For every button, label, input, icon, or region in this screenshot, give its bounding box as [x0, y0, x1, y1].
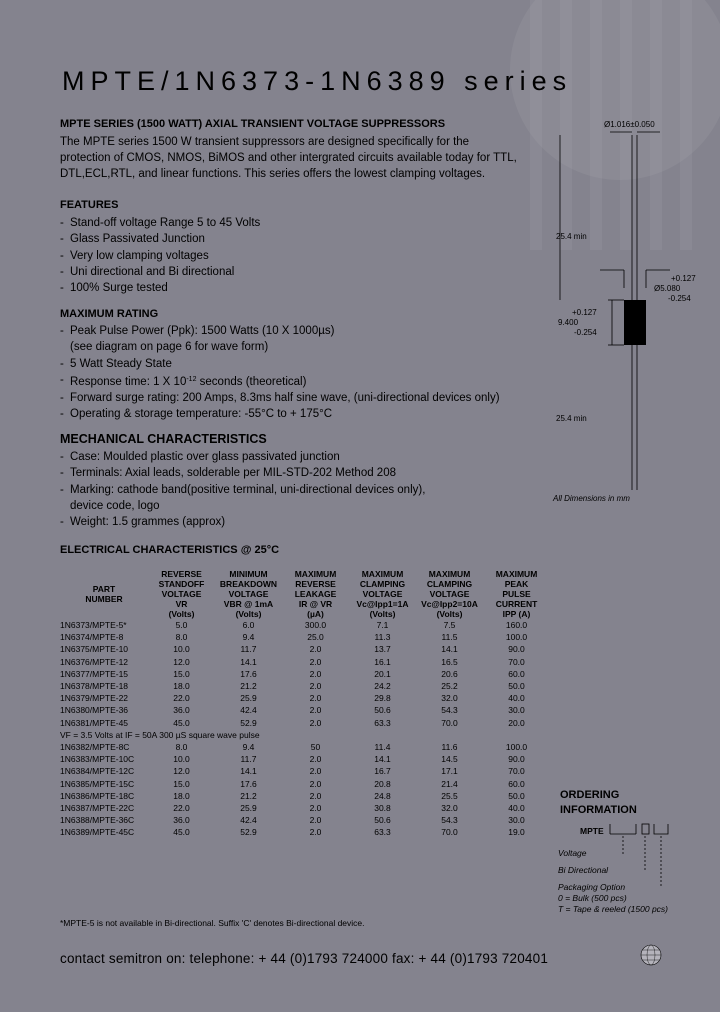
- value-cell: 63.3: [374, 717, 391, 728]
- part-number-cell: 1N6387/MPTE-22C: [60, 802, 135, 813]
- value-cell: 5.0: [175, 620, 188, 631]
- part-number-cell: 1N6378/MPTE-18: [60, 681, 129, 692]
- lead-length-top-label: 25.4 min: [556, 232, 587, 241]
- body-length-tol-minus: -0.254: [574, 328, 597, 337]
- value-cell: 54.3: [441, 705, 458, 716]
- value-cell: 21.2: [240, 681, 257, 692]
- ordering-prefix: MPTE: [580, 826, 604, 836]
- value-cell: 11.7: [240, 644, 257, 655]
- part-number-cell: 1N6383/MPTE-10C: [60, 754, 135, 765]
- contact-info: contact semitron on: telephone: + 44 (0)1793 724000 fax: + 44 (0)1793 720401: [60, 951, 549, 966]
- table-header-row: [60, 569, 550, 619]
- value-cell: 14.5: [441, 754, 458, 765]
- value-cell: 52.9: [240, 717, 257, 728]
- part-number-cell: 1N6380/MPTE-36: [60, 705, 129, 716]
- list-item: - Peak Pulse Power (Ppk): 1500 Watts (10 X 1000µs): [60, 323, 500, 339]
- value-cell: 7.1: [376, 620, 389, 631]
- value-cell: 11.7: [240, 754, 257, 765]
- table-row: [60, 741, 550, 753]
- value-cell: 16.7: [374, 766, 391, 777]
- value-cell: 52.9: [240, 827, 257, 838]
- value-cell: 22.0: [173, 802, 190, 813]
- column-header: MAXIMUM REVERSE LEAKAGE IR @ VR (µA): [294, 569, 337, 619]
- table-row: [60, 765, 550, 777]
- value-cell: 90.0: [508, 644, 525, 655]
- lead-length-bottom-label: 25.4 min: [556, 414, 587, 423]
- value-cell: 8.0: [175, 741, 188, 752]
- column-header: MAXIMUM CLAMPING VOLTAGE Vc@Ipp2=10A (Volts): [421, 569, 478, 619]
- part-number-cell: 1N6377/MPTE-15: [60, 668, 129, 679]
- lead-diameter-label: Ø1.016±0.050: [604, 120, 655, 129]
- table-footnote: *MPTE-5 is not available in Bi-directional. Suffix 'C' denotes Bi-directional device.: [60, 918, 365, 928]
- intro-heading: MPTE SERIES (1500 WATT) AXIAL TRANSIENT VOLTAGE SUPPRESSORS: [60, 118, 446, 130]
- value-cell: 100.0: [505, 632, 528, 643]
- value-cell: 11.6: [441, 741, 458, 752]
- list-item: (see diagram on page 6 for wave form): [70, 341, 269, 354]
- value-cell: 29.8: [374, 693, 391, 704]
- value-cell: 50: [310, 741, 321, 752]
- ordering-voltage: Voltage: [558, 848, 587, 858]
- electrical-heading: ELECTRICAL CHARACTERISTICS @ 25°C: [60, 544, 280, 556]
- ordering-packaging: Packaging Option: [558, 882, 626, 892]
- value-cell: 30.8: [374, 802, 391, 813]
- column-header: MAXIMUM PEAK PULSE CURRENT IPP (A): [495, 569, 538, 619]
- value-cell: 2.0: [309, 668, 322, 679]
- table-body: [60, 619, 550, 838]
- value-cell: 17.6: [240, 778, 257, 789]
- value-cell: 90.0: [508, 754, 525, 765]
- value-cell: 2.0: [309, 717, 322, 728]
- value-cell: 14.1: [240, 656, 257, 667]
- list-item: - Case: Moulded plastic over glass passivated junction: [60, 449, 425, 465]
- value-cell: 50.0: [508, 790, 525, 801]
- value-cell: 2.0: [309, 815, 322, 826]
- list-item: - Marking: cathode band(positive terminal, uni-directional devices only),: [60, 482, 425, 498]
- value-cell: 15.0: [173, 668, 190, 679]
- value-cell: 10.0: [173, 754, 190, 765]
- part-number-cell: 1N6389/MPTE-45C: [60, 827, 135, 838]
- value-cell: 20.1: [374, 668, 391, 679]
- table-row: [60, 656, 550, 668]
- value-cell: 20.6: [441, 668, 458, 679]
- response-time-suffix: seconds (theoretical): [196, 375, 307, 388]
- value-cell: 300.0: [304, 620, 327, 631]
- column-header: PART NUMBER: [85, 584, 123, 604]
- value-cell: 2.0: [309, 790, 322, 801]
- value-cell: 2.0: [309, 705, 322, 716]
- value-cell: 11.4: [374, 741, 391, 752]
- max-rating-heading: MAXIMUM RATING: [60, 308, 159, 320]
- value-cell: 24.2: [374, 681, 391, 692]
- ordering-bidirectional: Bi Directional: [558, 865, 609, 875]
- table-row: [60, 692, 550, 704]
- value-cell: 13.7: [374, 644, 391, 655]
- value-cell: 45.0: [173, 827, 190, 838]
- list-item: - 5 Watt Steady State: [60, 356, 500, 372]
- value-cell: 60.0: [508, 668, 525, 679]
- value-cell: 50.6: [374, 815, 391, 826]
- body-diameter-tol-minus: -0.254: [668, 294, 691, 303]
- list-item: - Weight: 1.5 grammes (approx): [60, 514, 425, 530]
- value-cell: 36.0: [173, 705, 190, 716]
- value-cell: 9.4: [242, 741, 255, 752]
- list-item: - Stand-off voltage Range 5 to 45 Volts: [60, 215, 260, 231]
- response-time-text: Response time: 1 X 10: [70, 375, 187, 388]
- table-row: [60, 717, 550, 729]
- value-cell: 25.9: [240, 802, 257, 813]
- value-cell: 30.0: [508, 815, 525, 826]
- list-item: - Glass Passivated Junction: [60, 231, 260, 247]
- value-cell: 2.0: [309, 693, 322, 704]
- value-cell: 70.0: [441, 827, 458, 838]
- value-cell: 25.2: [441, 681, 458, 692]
- value-cell: 11.5: [441, 632, 458, 643]
- value-cell: 22.0: [173, 693, 190, 704]
- list-item: - 100% Surge tested: [60, 280, 260, 296]
- value-cell: 17.6: [240, 668, 257, 679]
- body-length-label: 9.400: [558, 318, 579, 327]
- value-cell: 15.0: [173, 778, 190, 789]
- value-cell: 8.0: [175, 632, 188, 643]
- mechanical-heading: MECHANICAL CHARACTERISTICS: [60, 432, 267, 446]
- value-cell: 60.0: [508, 778, 525, 789]
- column-header: MAXIMUM CLAMPING VOLTAGE Vc@Ipp1=1A (Volts): [356, 569, 409, 619]
- value-cell: 12.0: [173, 656, 190, 667]
- part-number-cell: 1N6379/MPTE-22: [60, 693, 129, 704]
- ordering-option-bulk: 0 = Bulk (500 pcs): [558, 893, 627, 903]
- table-row: [60, 668, 550, 680]
- max-rating-list: [60, 323, 500, 423]
- value-cell: 18.0: [173, 790, 190, 801]
- table-row: [60, 777, 550, 789]
- globe-icon: [640, 944, 662, 966]
- value-cell: 54.3: [441, 815, 458, 826]
- table-row: [60, 814, 550, 826]
- value-cell: 32.0: [441, 802, 458, 813]
- value-cell: 24.8: [374, 790, 391, 801]
- exponent: -12: [186, 375, 197, 383]
- table-note-row: [60, 729, 550, 741]
- part-number-cell: 1N6384/MPTE-12C: [60, 766, 135, 777]
- value-cell: 12.0: [173, 766, 190, 777]
- ordering-title: ORDERING INFORMATION: [560, 789, 637, 816]
- value-cell: 160.0: [505, 620, 528, 631]
- electrical-characteristics-table: [60, 569, 550, 838]
- table-row: [60, 619, 550, 631]
- value-cell: 42.4: [240, 815, 257, 826]
- value-cell: 100.0: [505, 741, 528, 752]
- mechanical-list: [60, 449, 425, 530]
- list-item: - Forward surge rating: 200 Amps, 8.3ms half sine wave, (uni-directional devices only): [60, 390, 500, 406]
- value-cell: 40.0: [508, 693, 525, 704]
- part-number-cell: 1N6376/MPTE-12: [60, 656, 129, 667]
- ordering-option-tape: T = Tape & reeled (1500 pcs): [558, 904, 669, 914]
- part-number-cell: 1N6388/MPTE-36C: [60, 815, 135, 826]
- column-header: MINIMUM BREAKDOWN VOLTAGE VBR @ 1mA (Volts): [219, 569, 278, 619]
- value-cell: 2.0: [309, 802, 322, 813]
- value-cell: 9.4: [242, 632, 255, 643]
- value-cell: 7.5: [443, 620, 456, 631]
- value-cell: 25.9: [240, 693, 257, 704]
- features-list: [60, 215, 260, 296]
- value-cell: 2.0: [309, 827, 322, 838]
- list-item: device code, logo: [70, 499, 160, 512]
- value-cell: 40.0: [508, 802, 525, 813]
- part-number-cell: 1N6374/MPTE-8: [60, 632, 124, 643]
- part-number-cell: 1N6382/MPTE-8C: [60, 741, 130, 752]
- column-header: REVERSE STANDOFF VOLTAGE VR (Volts): [158, 569, 205, 619]
- value-cell: 19.0: [508, 827, 525, 838]
- value-cell: 20.0: [508, 717, 525, 728]
- intro-line: The MPTE series 1500 W transient suppressors are designed specifically for the: [60, 136, 470, 148]
- table-row: [60, 680, 550, 692]
- intro-paragraph: [60, 134, 540, 182]
- part-number-cell: 1N6386/MPTE-18C: [60, 790, 135, 801]
- table-row: [60, 704, 550, 716]
- ordering-heading: [560, 788, 660, 818]
- list-item: - Uni directional and Bi directional: [60, 264, 260, 280]
- value-cell: 14.1: [240, 766, 257, 777]
- value-cell: 63.3: [374, 827, 391, 838]
- value-cell: 42.4: [240, 705, 257, 716]
- value-cell: 2.0: [309, 656, 322, 667]
- value-cell: 25.0: [307, 632, 324, 643]
- dimensions-note: All Dimensions in mm: [553, 494, 630, 503]
- intro-line: protection of CMOS, NMOS, BiMOS and other intergrated circuits available today for TTL,: [60, 152, 517, 164]
- part-number-cell: 1N6385/MPTE-15C: [60, 778, 135, 789]
- value-cell: 2.0: [309, 766, 322, 777]
- value-cell: 50.6: [374, 705, 391, 716]
- features-heading: FEATURES: [60, 199, 119, 211]
- value-cell: 14.1: [441, 644, 458, 655]
- value-cell: 2.0: [309, 644, 322, 655]
- part-number-cell: 1N6373/MPTE-5*: [60, 620, 127, 631]
- body-length-tol-plus: +0.127: [572, 308, 597, 317]
- value-cell: 11.3: [374, 632, 391, 643]
- value-cell: 2.0: [309, 681, 322, 692]
- value-cell: 2.0: [309, 778, 322, 789]
- list-item: - Terminals: Axial leads, solderable per MIL-STD-202 Method 208: [60, 465, 425, 481]
- intro-line: DTL,ECL,RTL, and linear functions. This series offers the lowest clamping voltages.: [60, 168, 486, 180]
- value-cell: 18.0: [173, 681, 190, 692]
- list-item: - Operating & storage temperature: -55°C to + 175°C: [60, 406, 500, 422]
- table-row: [60, 802, 550, 814]
- value-cell: 14.1: [374, 754, 391, 765]
- value-cell: 21.2: [240, 790, 257, 801]
- list-item: [60, 372, 500, 390]
- value-cell: 32.0: [441, 693, 458, 704]
- value-cell: 70.0: [441, 717, 458, 728]
- value-cell: 70.0: [508, 656, 525, 667]
- value-cell: 10.0: [173, 644, 190, 655]
- table-row: [60, 643, 550, 655]
- part-number-cell: 1N6375/MPTE-10: [60, 644, 129, 655]
- list-item: - Very low clamping voltages: [60, 248, 260, 264]
- body-diameter-label: Ø5.080: [654, 284, 681, 293]
- diode-body: [624, 300, 646, 345]
- value-cell: 70.0: [508, 766, 525, 777]
- forward-voltage-note: VF = 3.5 Volts at IF = 50A 300 µS square wave pulse: [60, 729, 260, 740]
- value-cell: 16.1: [374, 656, 391, 667]
- value-cell: 45.0: [173, 717, 190, 728]
- table-row: [60, 790, 550, 802]
- value-cell: 50.0: [508, 681, 525, 692]
- table-row: [60, 826, 550, 838]
- value-cell: 25.5: [441, 790, 458, 801]
- table-row: [60, 753, 550, 765]
- page-title: MPTE/1N6373-1N6389 series: [62, 66, 573, 96]
- value-cell: 6.0: [242, 620, 255, 631]
- diode-dimension-diagram: [540, 110, 720, 510]
- value-cell: 17.1: [441, 766, 458, 777]
- body-diameter-tol-plus: +0.127: [671, 274, 696, 283]
- value-cell: 21.4: [441, 778, 458, 789]
- value-cell: 16.5: [441, 656, 458, 667]
- table-row: [60, 631, 550, 643]
- value-cell: 2.0: [309, 754, 322, 765]
- value-cell: 30.0: [508, 705, 525, 716]
- value-cell: 20.8: [374, 778, 391, 789]
- value-cell: 36.0: [173, 815, 190, 826]
- part-number-cell: 1N6381/MPTE-45: [60, 717, 129, 728]
